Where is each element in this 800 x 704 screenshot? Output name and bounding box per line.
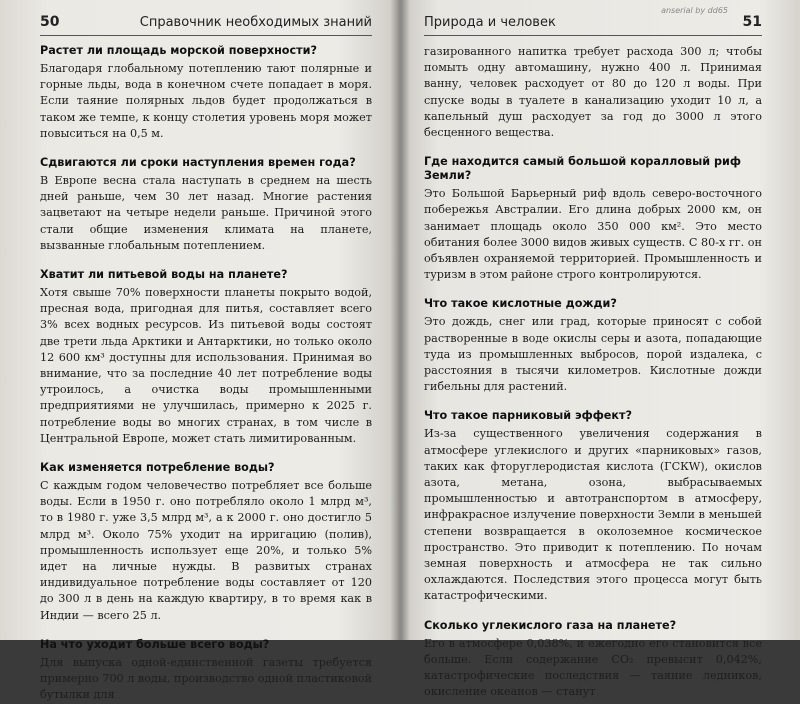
question-heading: Сколько углекислого газа на планете? [424, 618, 677, 632]
question-heading: Как изменяется потребление воды? [40, 461, 275, 475]
left-page-number: 50 [40, 14, 60, 30]
answer-paragraph: Это Большой Барьерный риф вдоль северо-восточного побережья Австралии. Его длина добрых 2000 км, он занимает площадь около 350 000 км². Это место обитания более 3000 видов живых существ. С 80-х гг. он объявлен охраняемой территорией. Промышленность и туризм в этом районе строго контролируются. [424, 187, 762, 282]
left-running-head-title: Справочник необходимых знаний [139, 15, 372, 30]
answer-paragraph: В Европе весна стала наступать в среднем на шесть дней раньше, чем 30 лет назад. Многие растения зацветают на четыре недели раньше. Причиной этого стали общие изменения климата на планете, вызванные глобальным потеплением. [40, 174, 372, 252]
left-running-head [40, 14, 372, 36]
right-running-head-title: Природа и человек [424, 15, 556, 30]
right-page-number: 51 [742, 14, 762, 30]
question-heading: Хватит ли питьевой воды на планете? [40, 268, 288, 282]
watermark-text: anserial by dd65 [661, 6, 728, 15]
question-heading: Что такое кислотные дожди? [424, 297, 617, 311]
answer-paragraph: Для выпуска одной-единственной газеты требуется примерно 700 л воды, производство одной пластиковой бутылки для [40, 655, 372, 702]
answer-paragraph: Хотя свыше 70% поверхности планеты покрыто водой, пресная вода, пригодная для питья, составляет всего 3% всех водных ресурсов. Из питьевой воды состоят две трети льда Арктики и Антарктики, но только около 12 600 км³ доступны для использования. Принимая во внимание, что за последние 40 лет потребление воды утроилось, а очистка воды промышленными предприятиями не улучшилась, примерно к 2025 г. потребление воды во многих странах, в том числе в Центральной Европе, может стать лимитированным. [40, 286, 372, 445]
answer-paragraph: Благодаря глобальному потеплению тают полярные и горные льды, вода в конечном счете попадает в моря. Если таяние полярных льдов будет продолжаться в таком же темпе, к концу столетия уровень моря может повыситься на 0,5 м. [40, 62, 372, 140]
right-page [398, 0, 800, 699]
question-heading: Сдвигаются ли сроки наступления времен года? [40, 156, 356, 170]
answer-paragraph: Это дождь, снег или град, которые приносят с собой растворенные в воде окислы серы и азота, попадающие туда из промышленных выбросов, порой издалека, с расстояния в тысячи километров. Кислотные дожди гибельны для растений. [424, 315, 762, 394]
continuation-paragraph: газированного напитка требует расхода 300 л; чтобы помыть одну автомашину, нужно 400 л. Принимая ванну, человек расходует от 80 до 120 л воды. При спуске воды в туалете в канализацию уходит 10 л, а капельный душ расходует за год до 3000 л этого бесценного вещества. [424, 45, 762, 140]
question-heading: Что такое парниковый эффект? [424, 409, 632, 423]
question-heading: Где находится самый большой коралловый риф Земли? [424, 155, 741, 183]
question-heading: На что уходит больше всего воды? [40, 637, 270, 651]
answer-paragraph: Из-за существенного увеличения содержания в атмосфере углекислого и других «парниковых» газов, таких как фторуглеродистая кислота (ГСКW), окислов азота, метана, озона, выбрасываемых промышленностью и автотранспортом в атмосферу, инфракрасное излучение поверхности Земли в меньшей степени возвращается в околоземное космическое пространство. Это приводит к потеплению. По ночам земная поверхность и атмосфера не так сильно охлаждаются. Последствия этого процесса могут быть катастрофическими. [424, 427, 762, 603]
left-page [0, 0, 398, 702]
right-running-head [424, 6, 762, 36]
answer-paragraph: С каждым годом человечество потребляет все больше воды. Если в 1950 г. оно потребляло около 1 млрд м³, то в 1980 г. уже 3,5 млрд м³, а к 2000 г. оно достигло 5 млрд м³. Около 75% уходит на ирригацию (полив), промышленность использует еще 20%, и только 5% идет на личные нужды. В развитых странах индивидуальное потребление воды составляет от 120 до 300 л в день на каждую квартиру, в то время как в Индии — всего 25 л. [40, 479, 372, 622]
question-heading: Растет ли площадь морской поверхности? [40, 44, 317, 57]
answer-paragraph: Его в атмосфере 0,038%, и ежегодно его становится все больше. Если содержание CO₂ превысит 0,042%, катастрофические последствия — таяние ледников, окисление океанов — станут [424, 636, 762, 699]
